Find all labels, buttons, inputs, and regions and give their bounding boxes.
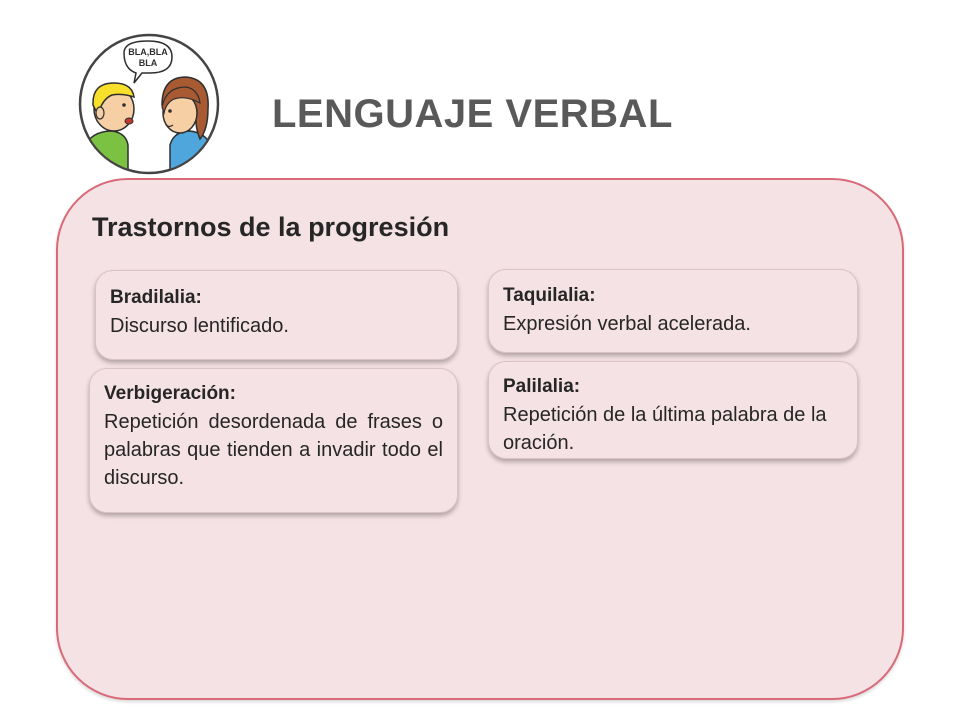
card-taquilalia (488, 269, 858, 353)
panel-title: Trastornos de la progresión (92, 212, 450, 242)
card-definition: Repetición desordenada de frases o palabras que tienden a invadir todo el discurso. (104, 411, 443, 489)
card-bradilalia (95, 270, 458, 360)
card-term: Verbigeración: (104, 383, 236, 404)
card-palilalia (488, 361, 858, 459)
card-definition: Expresión verbal acelerada. (503, 313, 751, 335)
speech-bubble-line-2: BLA (138, 58, 158, 68)
card-term: Palilalia: (503, 376, 581, 397)
card-definition: Discurso lentificado. (110, 315, 289, 337)
card-verbigeracion (89, 368, 458, 513)
slide-title: LENGUAJE VERBAL (272, 92, 673, 136)
card-definition: Repetición de la última palabra de la oración. (503, 404, 827, 454)
card-term: Bradilalia: (110, 287, 202, 308)
speech-bubble-line-1: BLA,BLA (128, 47, 168, 57)
card-term: Taquilalia: (503, 285, 596, 306)
two-people-talking-icon (78, 33, 220, 175)
